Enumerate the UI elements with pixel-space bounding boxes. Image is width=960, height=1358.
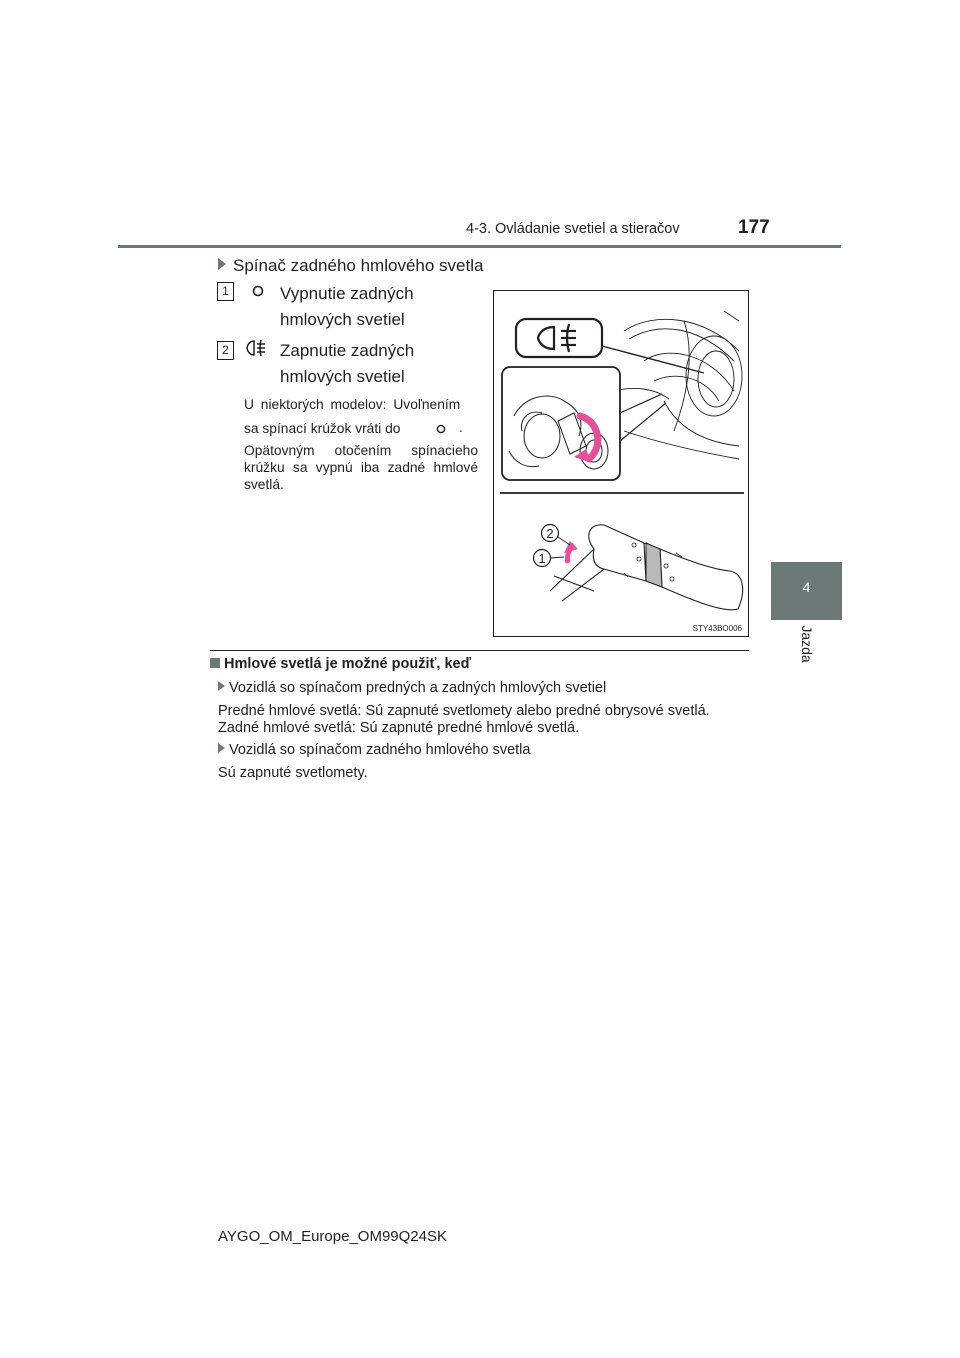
item-number-2: 2 [217,341,234,360]
bullet-triangle-icon [218,258,226,270]
subsection-heading-text: Spínač zadného hmlového svetla [233,256,484,275]
light-switch-illustration [493,290,749,637]
note-2: Opätovným otočením spínacieho krúžku sa vypnú iba zadné hmlové svetlá. [244,443,478,492]
chapter-number: 4 [802,579,811,595]
note-1-line-1: U niektorých modelov: Uvoľnením [244,397,461,412]
chapter-label: Jazda [798,625,815,663]
item-2-text: Zapnutie zadných hmlových svetiel [280,341,415,386]
section-title: 4-3. Ovládanie svetiel a stieračov [466,221,680,237]
switch-drawing [494,291,748,636]
condition-text-1-line-1: Predné hmlové svetlá: Sú zapnuté svetlomety alebo predné obrysové svetlá. [218,703,710,719]
rear-fog-light-icon [245,338,267,358]
off-position-icon [428,422,458,436]
heading-square-icon [210,658,220,668]
header-rule [118,245,841,248]
chapter-label-wrap [771,620,842,680]
chapter-tab [771,562,842,620]
note-1-line-2 [244,420,400,437]
bullet-triangle-icon [218,743,225,753]
off-position-icon [251,284,265,298]
condition-bullet-2 [218,742,530,759]
item-number-1: 1 [217,282,234,301]
conditions-heading-text: Hmlové svetlá je možné použiť, keď [224,656,472,672]
condition-bullet-1 [218,680,606,697]
note-1-line-2-text: sa spínací krúžok vráti do [244,421,401,436]
section-rule [210,650,749,651]
conditions-heading [210,656,471,672]
page-number: 177 [738,217,770,238]
document-code: AYGO_OM_Europe_OM99Q24SK [218,1228,447,1245]
note-1-end: . [459,420,463,435]
condition-text-2: Sú zapnuté svetlomety. [218,765,368,781]
figure-callout-2: 2 [546,526,554,541]
condition-bullet-1-text: Vozidlá so spínačom predných a zadných hmlových svetiel [229,680,607,696]
figure-callout-1: 1 [538,551,546,566]
subsection-heading [218,256,483,276]
item-1-text: Vypnutie zadných hmlových svetiel [280,284,414,329]
condition-text-1-line-2: Zadné hmlové svetlá: Sú zapnuté predné hmlové svetlá. [218,720,580,736]
condition-bullet-2-text: Vozidlá so spínačom zadného hmlového svetla [229,742,531,758]
figure-code: STY43BO006 [692,624,742,633]
bullet-triangle-icon [218,681,225,691]
